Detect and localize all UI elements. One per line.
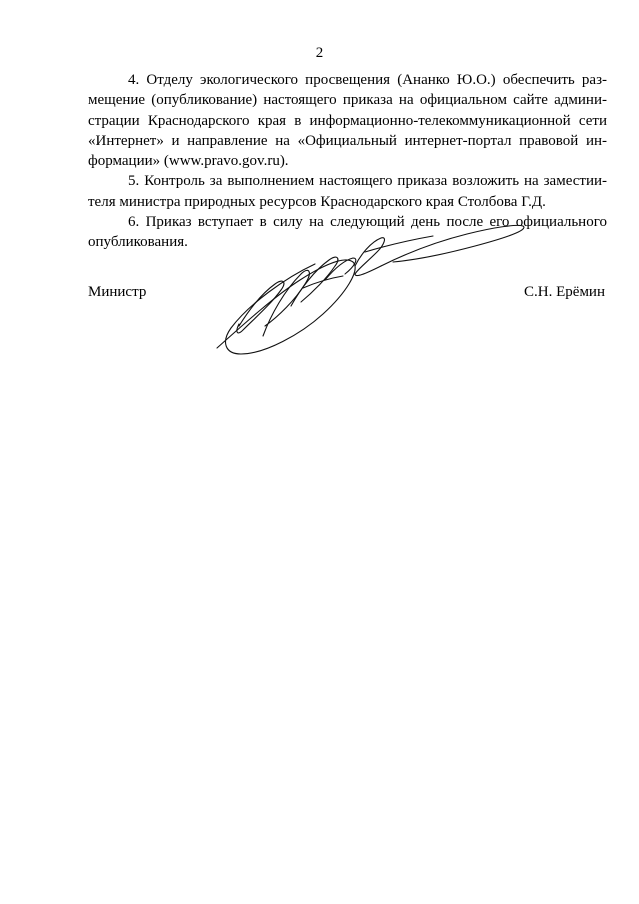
paragraph-5-line-1: 5. Контроль за выполнением настоящего приказа возложить на заместии-: [128, 173, 607, 190]
signer-name: С.Н. Ерёмин: [524, 284, 605, 300]
handwritten-signature: [205, 218, 540, 360]
signer-position: Министр: [88, 284, 147, 300]
paragraph-6-line-1: 6. Приказ вступает в силу на следующий день после его официального: [128, 214, 607, 231]
paragraph-4-line-5: формации» (www.pravo.gov.ru).: [88, 153, 289, 170]
paragraph-4-line-2: мещение (опубликование) настоящего приказа на официальном сайте админи-: [88, 92, 607, 109]
paragraph-4-line-1: 4. Отделу экологического просвещения (Ананко Ю.О.) обеспечить раз-: [128, 72, 607, 88]
paragraph-4-line-3: страции Краснодарского края в информационно-телекоммуникационной сети: [88, 112, 607, 129]
page-number: 2: [315, 45, 324, 61]
paragraph-4-line-4: «Интернет» и направление на «Официальный интернет-портал правовой ин-: [88, 132, 607, 149]
paragraph-6-line-2: опубликования.: [88, 234, 188, 251]
paragraph-5-line-2: теля министра природных ресурсов Краснодарского края Столбова Г.Д.: [88, 193, 546, 210]
